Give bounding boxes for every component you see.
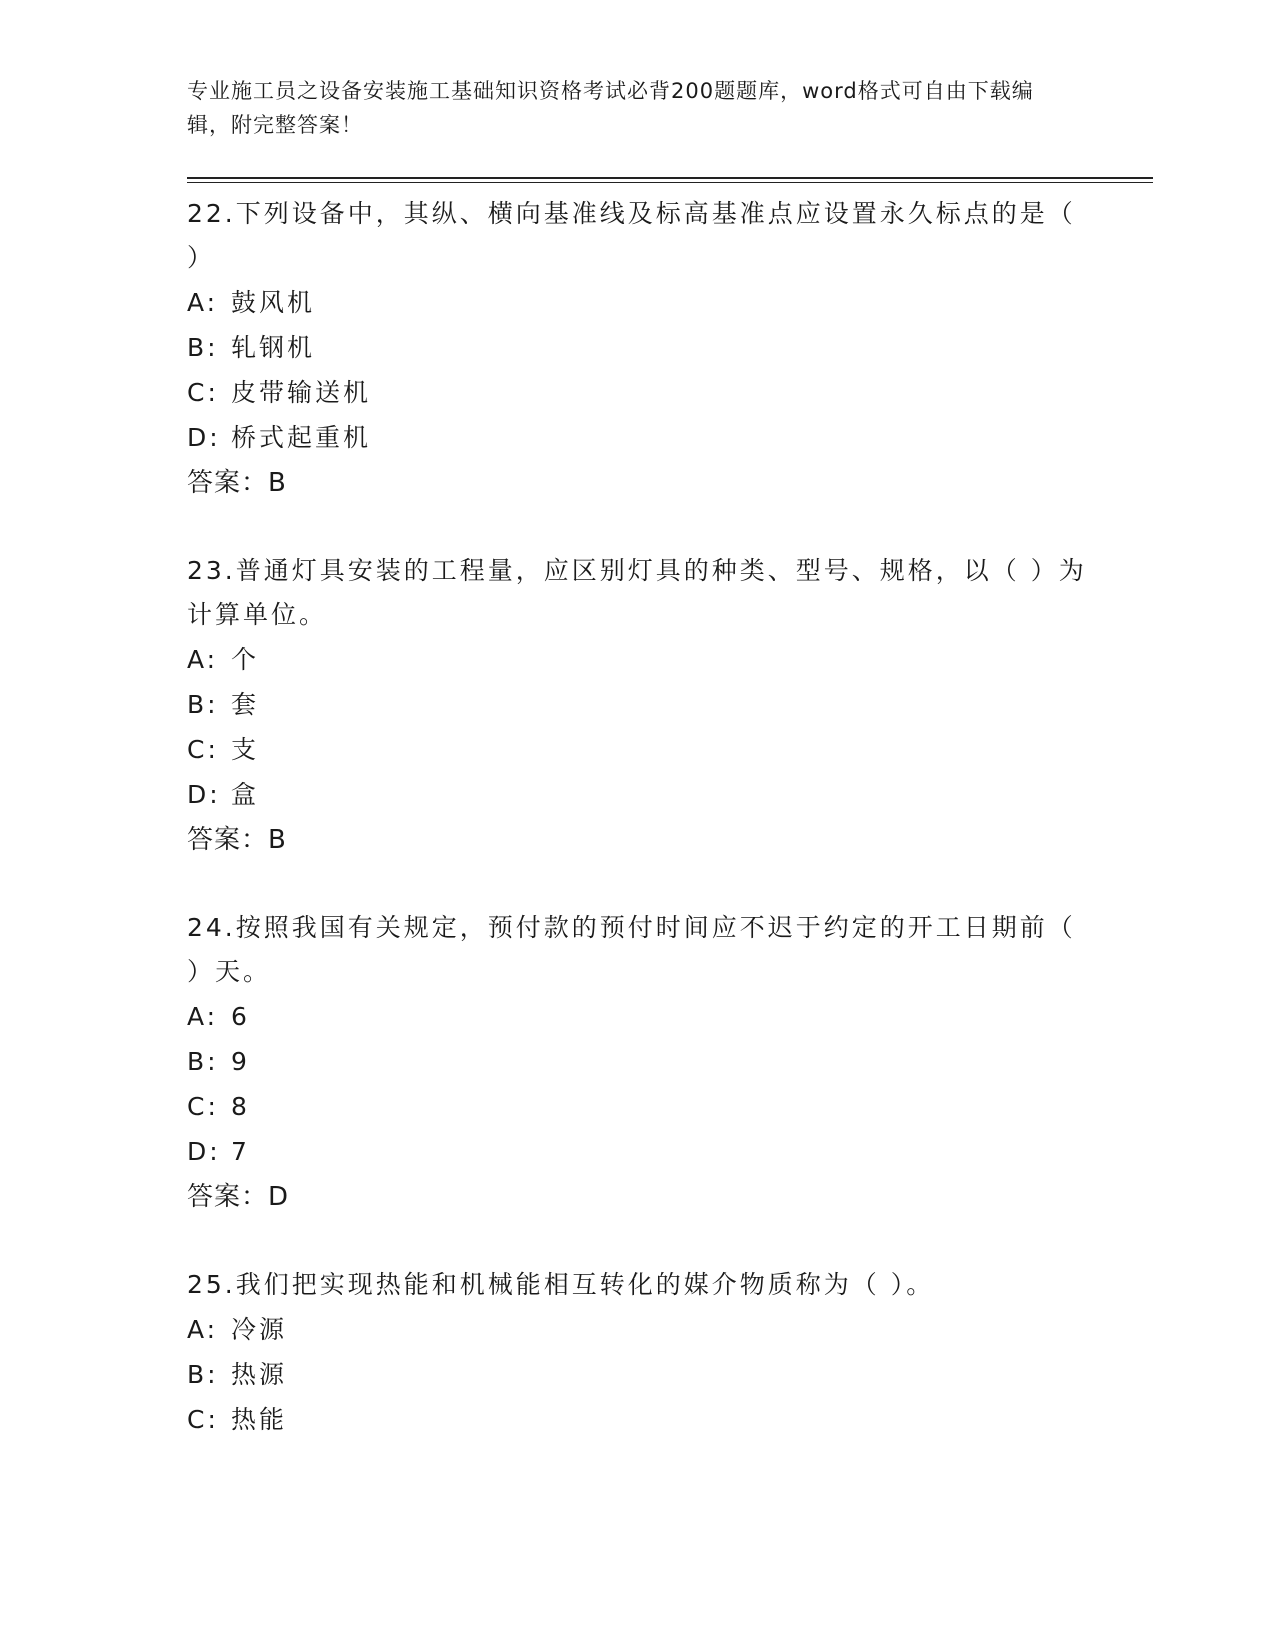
option-text: 9 (231, 1047, 250, 1076)
option-key: B: (187, 1047, 219, 1076)
option-text: 桥式起重机 (231, 423, 372, 452)
question-answer (187, 460, 1087, 506)
option-key: C: (187, 1092, 219, 1121)
answer-value: D (268, 1182, 290, 1212)
header-divider-thin (187, 182, 1153, 183)
question-answer (187, 817, 1087, 863)
option-key: D: (187, 1137, 221, 1166)
question-option (187, 1084, 1087, 1129)
answer-value: B (268, 468, 287, 498)
question-stem: 24.按照我国有关规定，预付款的预付时间应不迟于约定的开工日期前（ ）天。 (187, 913, 1076, 986)
option-text: 热能 (231, 1405, 288, 1434)
option-text: 个 (231, 645, 260, 674)
option-key: C: (187, 735, 219, 764)
question-option (187, 682, 1087, 727)
question-option (187, 637, 1087, 682)
question-option (187, 727, 1087, 772)
answer-label: 答案： (187, 1182, 269, 1212)
option-key: A: (187, 1002, 219, 1031)
question-item (187, 549, 1087, 863)
question-option (187, 994, 1087, 1039)
option-key: B: (187, 333, 219, 362)
question-item (187, 906, 1087, 1220)
option-text: 轧钢机 (231, 333, 316, 362)
option-key: B: (187, 690, 219, 719)
question-option (187, 1307, 1087, 1352)
option-text: 支 (231, 735, 260, 764)
question-option (187, 325, 1087, 370)
question-stem: 25.我们把实现热能和机械能相互转化的媒介物质称为（ ）。 (187, 1270, 935, 1299)
question-option (187, 370, 1087, 415)
option-text: 套 (231, 690, 260, 719)
document-header-title: 专业施工员之设备安装施工基础知识资格考试必背200题题库，word格式可自由下载编辑，附完整答案！ (187, 79, 1034, 137)
option-key: D: (187, 780, 221, 809)
option-text: 冷源 (231, 1315, 288, 1344)
option-text: 鼓风机 (231, 288, 316, 317)
question-option (187, 280, 1087, 325)
option-key: A: (187, 645, 219, 674)
question-stem: 23.普通灯具安装的工程量，应区别灯具的种类、型号、规格，以（ ）为计算单位。 (187, 556, 1087, 629)
question-option (187, 1039, 1087, 1084)
question-option (187, 1352, 1087, 1397)
option-text: 盒 (231, 780, 260, 809)
option-key: A: (187, 288, 219, 317)
answer-label: 答案： (187, 825, 269, 855)
option-key: D: (187, 423, 221, 452)
option-text: 8 (231, 1092, 250, 1121)
question-list (187, 192, 1087, 1485)
header-divider-thick (187, 177, 1153, 179)
option-key: B: (187, 1360, 219, 1389)
answer-value: B (268, 825, 287, 855)
question-item (187, 1263, 1087, 1442)
question-answer (187, 1174, 1087, 1220)
question-option (187, 1397, 1087, 1442)
option-text: 热源 (231, 1360, 288, 1389)
question-stem: 22.下列设备中，其纵、横向基准线及标高基准点应设置永久标点的是（ ） (187, 199, 1076, 272)
option-key: C: (187, 378, 219, 407)
question-option (187, 772, 1087, 817)
question-option (187, 415, 1087, 460)
answer-label: 答案： (187, 468, 269, 498)
question-option (187, 1129, 1087, 1174)
option-text: 6 (231, 1002, 250, 1031)
option-key: C: (187, 1405, 219, 1434)
option-key: A: (187, 1315, 219, 1344)
question-item (187, 192, 1087, 506)
option-text: 皮带输送机 (231, 378, 372, 407)
option-text: 7 (231, 1137, 250, 1166)
